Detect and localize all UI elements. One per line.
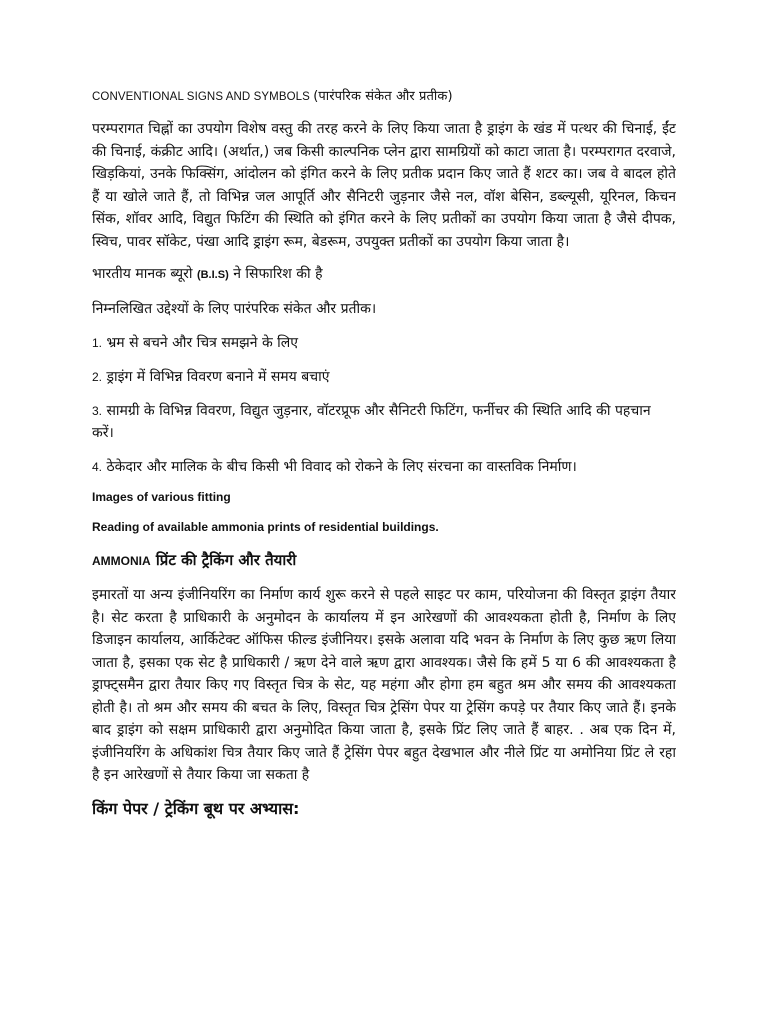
purpose-text: सामग्री के विभिन्न विवरण, विद्युत जुड़नार, वॉटरप्रूफ और सैनिटरी फिटिंग, फर्नीचर की स्थिति आदि की पहचान करें। [92, 403, 651, 441]
ammonia-paragraph: इमारतों या अन्य इंजीनियरिंग का निर्माण कार्य शुरू करने से पहले साइट पर काम, परियोजना की विस्तृत ड्राइंग तैयार है। सेट करता है प्राधिकारी के अनुमोदन के कार्यालय में इन आरेखणों की आवश्यकता होती है, निर्माण के लिए डिजाइन कार्यालय, आर्किटेक्ट ऑफिस फील्ड इंजीनियर। इसके अलावा यदि भवन के निर्माण के लिए कुछ ऋण लिया जाता है, इसका एक सेट है प्राधिकारी / ऋण देने वाले ऋण द्वारा आवश्यक। जैसे कि हमें 5 या 6 की आवश्यकता है ड्राफ्ट्समैन द्वारा तैयार किए गए विस्तृत चित्र के सेट, यह महंगा और होगा हम बहुत श्रम और समय की आवश्यकता होती है। तो श्रम और समय की बचत के लिए, विस्तृत चित्र ट्रेसिंग पेपर या ट्रेसिंग कपड़े पर तैयार किए जाते हैं। इनके बाद ड्राइंग को सक्षम प्राधिकारी द्वारा अनुमोदित किया जाता है, इसके प्रिंट लिए जाते हैं बाहर. . अब एक दिन में, इंजीनियरिंग के अधिकांश चित्र तैयार किए जाते हैं ट्रेसिंग पेपर बहुत देखभाल और नीले प्रिंट या अमोनिया प्रिंट ले रहा है इन आरेखणों से तैयार किया जा सकता है [92, 587, 676, 783]
purpose-item [92, 332, 676, 354]
purpose-text: ड्राइंग में विभिन्न विवरण बनाने में समय बचाएं [106, 369, 330, 385]
purpose-number: 1. [92, 336, 103, 350]
document-page [92, 86, 676, 1006]
images-heading: Images of various fitting [92, 490, 231, 504]
purpose-item [92, 456, 676, 478]
purpose-text: भ्रम से बचने और चित्र समझने के लिए [106, 335, 299, 351]
purpose-text: ठेकेदार और मालिक के बीच किसी भी विवाद को रोकने के लिए संरचना का वास्तविक निर्माण। [106, 459, 577, 475]
reading-heading: Reading of available ammonia prints of residential buildings. [92, 520, 439, 534]
ammonia-title [92, 550, 676, 570]
bis-abbr: (B.I.S) [196, 269, 229, 281]
section-heading-conventional-signs [92, 86, 676, 104]
final-title: किंग पेपर / ट्रेकिंग बूथ पर अभ्यास: [92, 798, 300, 818]
ammonia-title-hindi: प्रिंट की ट्रैकिंग और तैयारी [155, 551, 297, 569]
purpose-line: निम्नलिखित उद्देश्यों के लिए पारंपरिक संकेत और प्रतीक। [92, 301, 377, 317]
heading-english: CONVENTIONAL SIGNS AND SYMBOLS [92, 91, 310, 103]
purpose-number: 4. [92, 460, 103, 474]
bis-line-after: ने सिफारिश की है [233, 266, 323, 282]
purpose-number: 2. [92, 370, 103, 384]
heading-hindi: (पारंपरिक संकेत और प्रतीक) [313, 89, 453, 104]
bis-line [92, 263, 676, 286]
ammonia-title-english: AMMONIA [92, 554, 151, 568]
purpose-item [92, 366, 676, 388]
bis-line-before: भारतीय मानक ब्यूरो [92, 266, 197, 282]
purpose-number: 3. [92, 404, 103, 418]
intro-paragraph: परम्परागत चिह्नों का उपयोग विशेष वस्तु की तरह करने के लिए किया जाता है ड्राइंग के खंड में पत्थर की चिनाई, ईंट की चिनाई, कंक्रीट आदि। (अर्थात,) जब किसी काल्पनिक प्लेन द्वारा सामग्रियों को काटा जाता है। परम्परागत दरवाजे, खिड़कियां, उनके फिक्सिंग, आंदोलन को इंगित करने के लिए प्रतीक प्रदान किए जाते हैं शटर का। जब वे बादल होते हैं या खोले जाते हैं, तो विभिन्न जल आपूर्ति और सैनिटरी जुड़नार जैसे नल, वॉश बेसिन, डब्ल्यूसी, यूरिनल, किचन सिंक, शॉवर आदि, विद्युत फिटिंग की स्थिति को इंगित करने के लिए प्रतीकों का उपयोग किया जाता है जैसे दीपक, स्विच, पावर सॉकेट, पंखा आदि ड्राइंग रूम, बेडरूम, उपयुक्त प्रतीकों का उपयोग किया जाता है। [92, 121, 676, 250]
purpose-item [92, 400, 676, 444]
